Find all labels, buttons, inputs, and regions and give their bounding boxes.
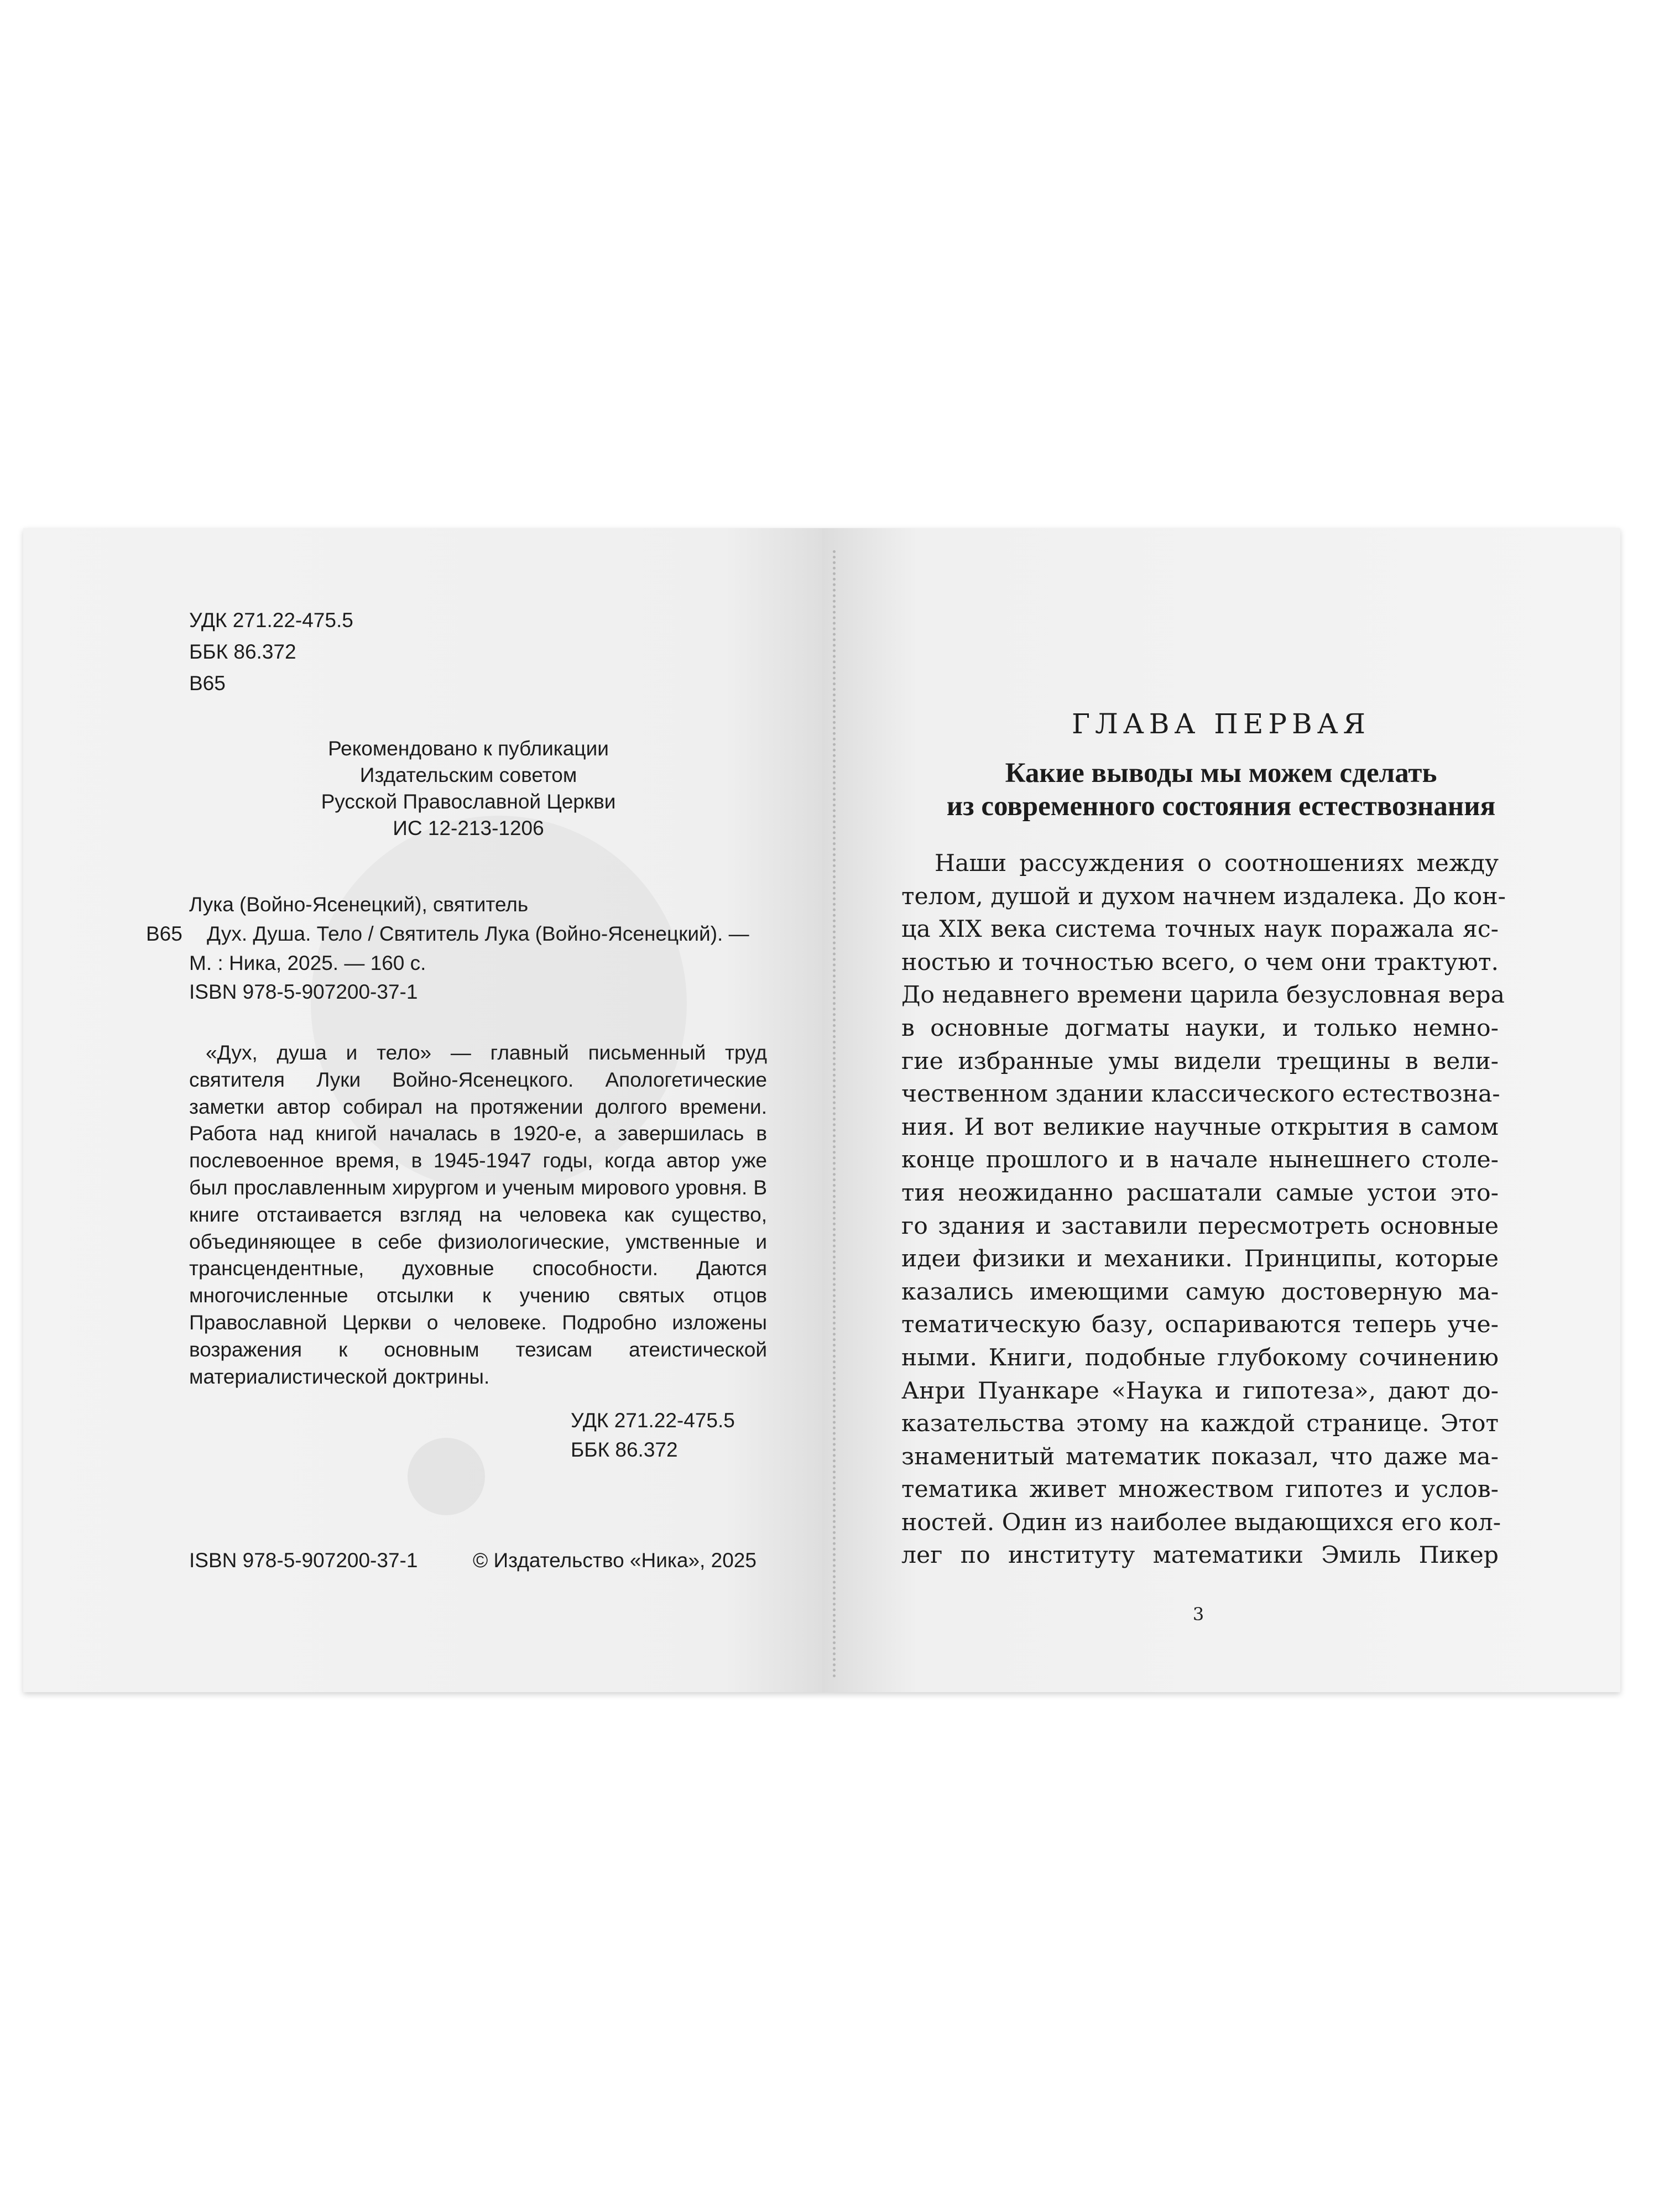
udk-bottom: УДК 271.22-475.5 (571, 1409, 735, 1432)
isbn-mid: ISBN 978-5-907200-37-1 (189, 980, 418, 1003)
recommendation-line: Русской Православной Церкви (321, 790, 616, 813)
code-top: В65 (189, 672, 226, 695)
open-book (23, 528, 1620, 1692)
body-line: ния. И вот великие научные открытия в самом (901, 1113, 1499, 1141)
recommendation-line: ИС 12-213-1206 (393, 817, 544, 839)
body-line: го здания и заставили пересмотреть основные (901, 1212, 1499, 1240)
bib-line-1: Дух. Душа. Тело / Святитель Лука (Войно-Ясенецкий). — (207, 922, 749, 945)
body-line: чественном здании классического естествозна- (901, 1081, 1500, 1108)
body-line: казались имеющими самую достоверную ма- (901, 1278, 1499, 1306)
bbk-bottom: ББК 86.372 (571, 1438, 678, 1461)
code-mid: В65 (146, 922, 182, 945)
author-heading: Лука (Войно-Ясенецкий), святитель (189, 893, 529, 916)
chapter-title (822, 757, 1620, 823)
body-line: знаменитый математик показал, что даже ма- (901, 1443, 1499, 1470)
body-line: тия неожиданно расшатали самые устои это- (901, 1179, 1499, 1207)
body-line: телом, душой и духом начнем издалека. До кон- (901, 883, 1506, 910)
body-line: ными. Книги, подобные глубокому сочинению (901, 1344, 1499, 1371)
udk-top: УДК 271.22-475.5 (189, 609, 353, 632)
body-line: До недавнего времени царила безусловная вера (901, 982, 1505, 1009)
chapter-title-line: из современного состояния естествознания (946, 791, 1496, 822)
body-line: ностью и точностью всего, о чем они трактуют. (901, 948, 1499, 976)
recommendation-line: Издательским советом (359, 764, 577, 786)
body-line: тематика живет множеством гипотез и услов- (901, 1476, 1499, 1504)
body-line: Анри Пуанкаре «Наука и гипотеза», дают до- (901, 1377, 1499, 1405)
recommendation-block (233, 735, 703, 842)
body-line: лег по институту математики Эмиль Пикер (901, 1542, 1499, 1569)
chapter-title-line: Какие выводы мы можем сделать (1005, 758, 1437, 789)
recommendation-line: Рекомендовано к публикации (328, 737, 609, 760)
chapter-body (901, 847, 1506, 1572)
body-line: казательства этому на каждой странице. Этот (901, 1410, 1499, 1438)
body-line: ностей. Один из наиболее выдающихся его кол- (901, 1509, 1501, 1536)
bib-line-2: М. : Ника, 2025. — 160 с. (189, 952, 426, 974)
chapter-label: ГЛАВА ПЕРВАЯ (1072, 708, 1370, 740)
bleed-through-seal (408, 1438, 485, 1515)
left-page (23, 528, 822, 1692)
body-line: гие избранные умы видели трещины в вели- (901, 1047, 1499, 1075)
body-line: тематическую базу, оспариваются теперь уче- (901, 1311, 1499, 1339)
copyright: © Издательство «Ника», 2025 (473, 1549, 757, 1572)
body-line: конце прошлого и в начале нынешнего столе- (901, 1146, 1499, 1174)
body-line: ца XIX века система точных наук поражала яс- (901, 916, 1499, 943)
annotation-text: «Дух, душа и тело» — главный письменный труд святителя Луки Войно-Ясенецкого. Апологетические заметки автор собирал на протяжении долгого времени. Работа над книгой началась в 1920-е, а завершилась в послевоенное время, в 1945-1947 годы, когда автор уже был прославленным хирургом и ученым мирового уровня. В книге отстаивается взгляд на человека как существо, объединяющее в себе физиологические, умственные и трансцендентные, духовные способности. Даются многочисленные отсылки к учению святых отцов Православной Церкви о человеке. Подробно изложены возражения к основным тезисам атеистической материалистической доктрины. (189, 1041, 767, 1388)
page-number: 3 (1192, 1604, 1204, 1625)
annotation (189, 1040, 767, 1390)
isbn-bottom: ISBN 978-5-907200-37-1 (189, 1549, 418, 1572)
body-line: Наши рассуждения о соотношениях между (935, 850, 1499, 877)
bbk-top: ББК 86.372 (189, 640, 296, 663)
body-line: идеи физики и механики. Принципы, которые (901, 1245, 1499, 1273)
body-line: в основные догматы науки, и только немно- (901, 1014, 1499, 1042)
